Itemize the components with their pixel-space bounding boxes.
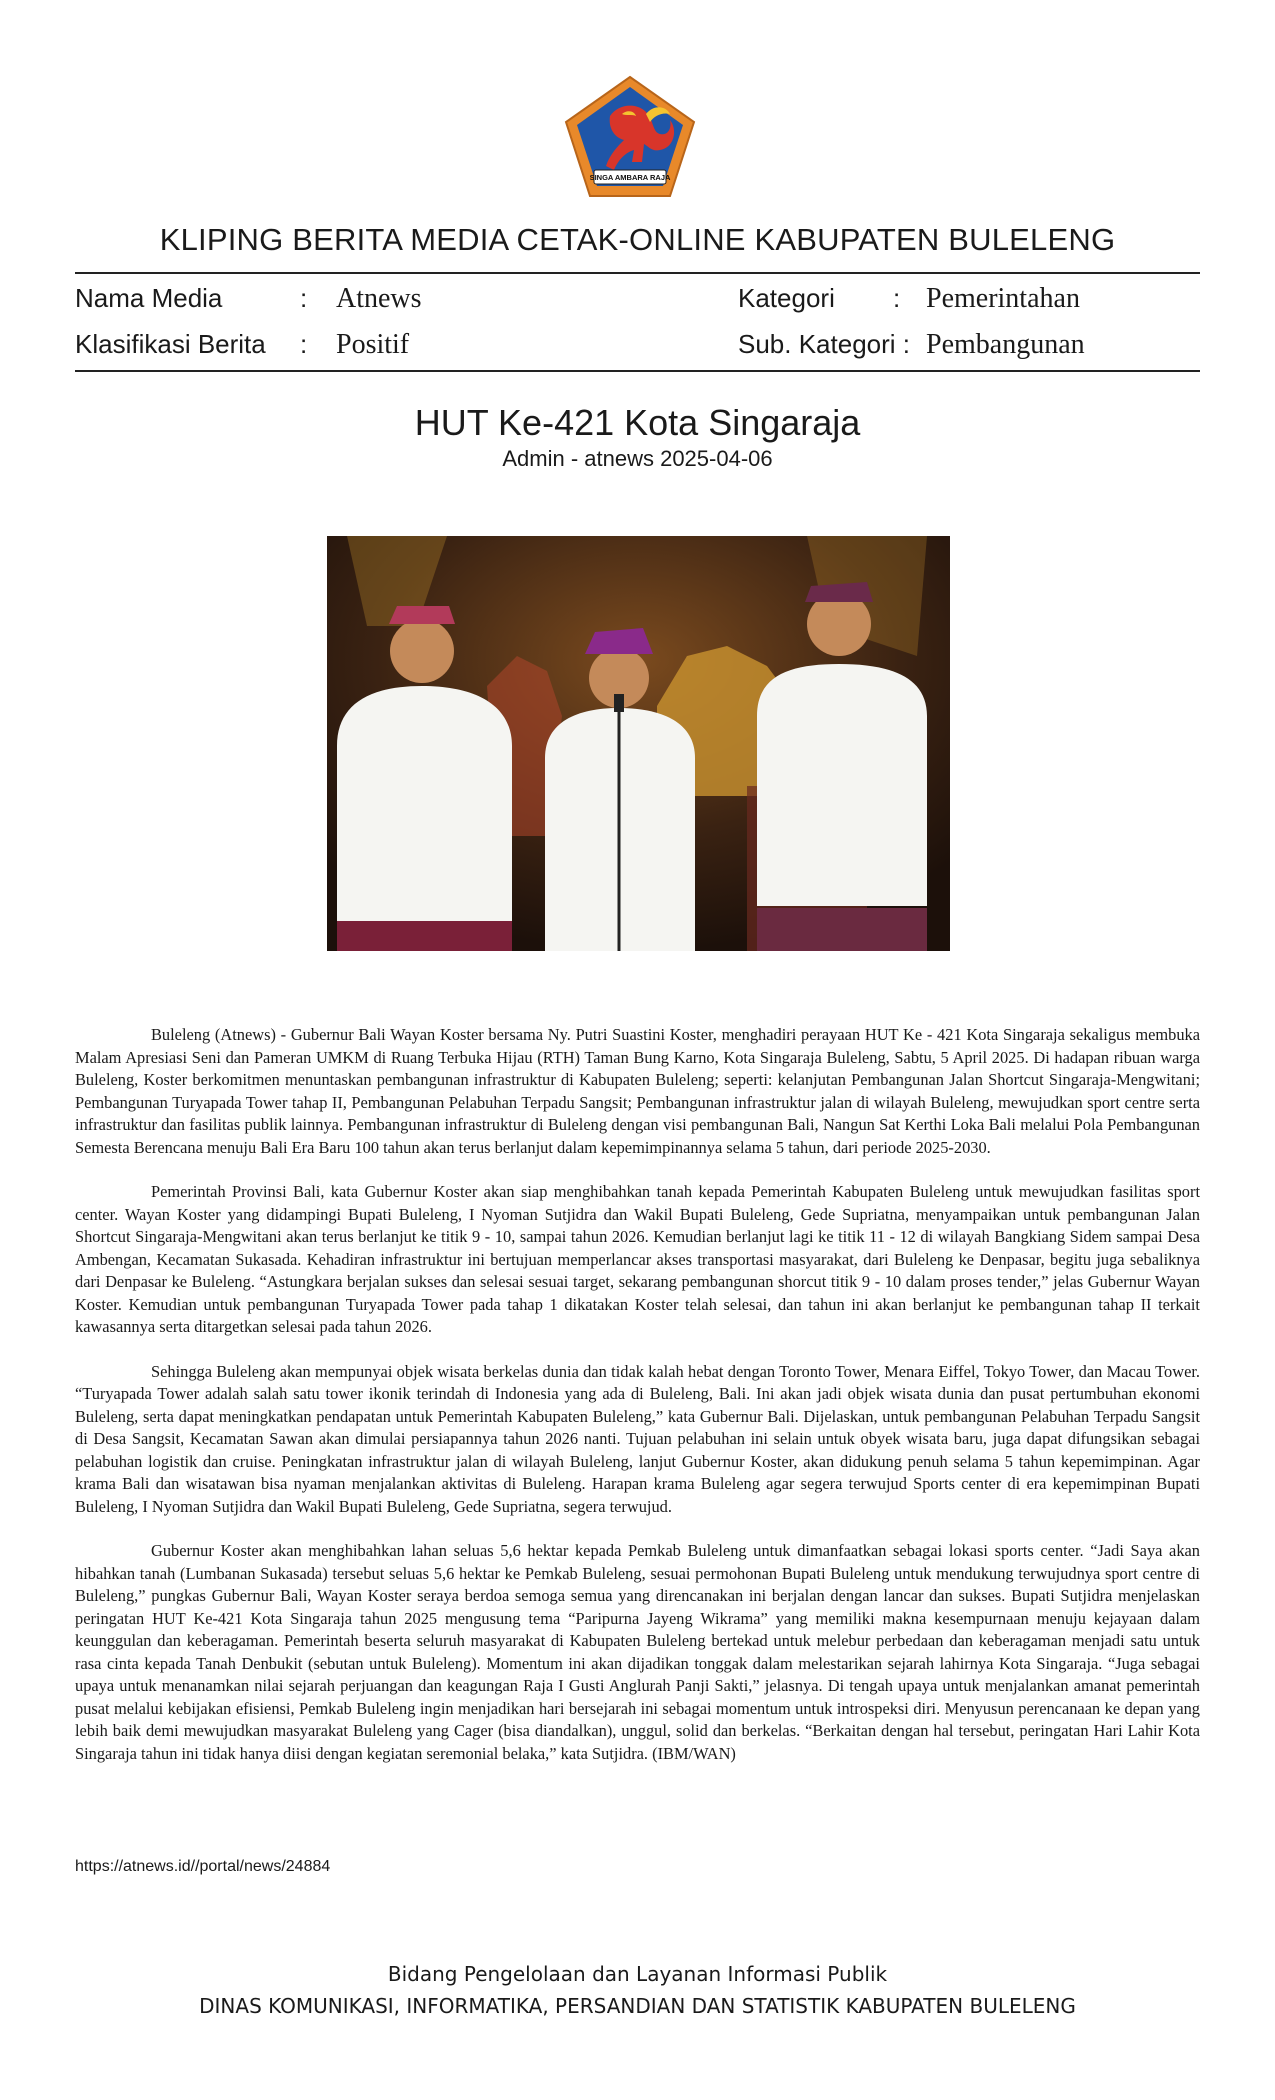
article-title: HUT Ke-421 Kota Singaraja — [414, 402, 861, 443]
page-header-title: KLIPING BERITA MEDIA CETAK-ONLINE KABUPATEN BULELENG — [159, 222, 1116, 257]
article-paragraph-1: Buleleng (Atnews) - Gubernur Bali Wayan Koster bersama Ny. Putri Suastini Koster, menghadiri perayaan HUT Ke - 421 Kota Singaraja sekaligus membuka Malam Apresiasi Seni dan Pameran UMKM di Ruang Terbuka Hijau (RTH) Taman Bung Karno, Kota Singaraja Buleleng, Sabtu, 5 April 2025. Di hadapan ribuan warga Buleleng, Koster berkomitmen menuntaskan pembangunan infrastruktur di Kabupaten Buleleng; seperti: kelanjutan Pembangunan Jalan Shortcut Singaraja-Mengwitani; Pembangunan Turyapada Tower tahap II, Pembangunan Pelabuhan Terpadu Sangsit; Pembangunan infrastruktur jalan di wilayah Buleleng, mewujudkan sport centre serta infrastruktur dan fasilitas publik lainnya. Pembangunan infrastruktur di Buleleng dengan visi pembangunan Bali, Nangun Sat Kerthi Loka Bali melalui Pola Pembangunan Semesta Berencana menuju Bali Era Baru 100 tahun akan terus berlanjut dalam kepemimpinannya selama 5 tahun, dari periode 2025-2030. — [75, 1025, 1200, 1157]
category-label: Kategori — [738, 283, 835, 313]
source-url-link[interactable]: https://atnews.id//portal/news/24884 — [75, 1858, 331, 1875]
media-name-label: Nama Media — [75, 283, 223, 313]
classification-label: Klasifikasi Berita — [75, 329, 266, 359]
subcategory-label: Sub. Kategori : — [738, 329, 910, 359]
footer-agency: DINAS KOMUNIKASI, INFORMATIKA, PERSANDIAN DAN STATISTIK KABUPATEN BULELENG — [199, 1994, 1076, 2018]
article-paragraph-3: Sehingga Buleleng akan mempunyai objek wisata berkelas dunia dan tidak kalah hebat dengan Toronto Tower, Menara Eiffel, Tokyo Tower, dan Macau Tower. “Turyapada Tower adalah salah satu tower ikonik terindah di Indonesia yang ada di Buleleng, Bali. Ini akan jadi objek wisata dunia dan pusat pertumbuhan ekonomi Buleleng, serta dapat meningkatkan pendapatan untuk Pemerintah Kabupaten Buleleng,” kata Gubernur Bali. Dijelaskan, untuk pembangunan Pelabuhan Terpadu Sangsit di Desa Sangsit, Kecamatan Sawan akan dimulai persiapannya tahun 2026 nanti. Tujuan pelabuhan ini selain untuk obyek wisata baru, juga dapat difungsikan sebagai pelabuhan logistik dan cruise. Peningkatan infrastruktur jalan di wilayah Buleleng, lanjut Gubernur Koster, akan didukung penuh selama 5 tahun kepemimpinan. Agar krama Bali dan wisatawan bisa nyaman menjalankan aktivitas di Buleleng. Harapan krama Buleleng agar segera terwujud Sports center di era kepemimpinan Bupati Buleleng, I Nyoman Sutjidra dan Wakil Bupati Buleleng, Gede Supriatna, segera terwujud. — [75, 1361, 1200, 1516]
footer-department: Bidang Pengelolaan dan Layanan Informasi Publik — [387, 1962, 888, 1986]
category-value: Pemerintahan — [926, 283, 1080, 314]
logo-caption: SINGA AMBARA RAJA — [589, 173, 671, 182]
buleleng-regency-logo — [562, 74, 698, 200]
article-paragraph-4: Gubernur Koster akan menghibahkan lahan seluas 5,6 hektar kepada Pemkab Buleleng untuk dimanfaatkan sebagai lokasi sports center. “Jadi Saya akan hibahkan tanah (Lumbanan Sukasada) tersebut seluas 5,6 hektar ke Pemkab Buleleng, sesuai permohonan Bupati Buleleng untuk mendukung terwujudnya sport centre di Buleleng,” pungkas Gubernur Bali, Wayan Koster seraya berdoa semoga semua yang direncanakan ini berjalan dengan lancar dan sukses. Bupati Sutjidra menjelaskan peringatan HUT Ke-421 Kota Singaraja tahun 2025 mengusung tema “Paripurna Jayeng Wikrama” yang memiliki makna kesempurnaan menuju kejayaan dalam keunggulan dan keberagaman. Pemerintah beserta seluruh masyarakat di Kabupaten Buleleng bertekad untuk melebur perbedaan dan keberagaman menjadi satu untuk rasa cinta kepada Tanah Denbukit (sebutan untuk Buleleng). Momentum ini akan dijadikan tonggak dalam melestarikan sejarah lahirnya Kota Singaraja. “Juga sebagai upaya untuk menanamkan nilai sejarah perjuangan dan keagungan Raja I Gusti Anglurah Panji Sakti,” jelasnya. Di tengah upaya untuk menjalankan amanat pemerintah pusat melalui kebijakan efisiensi, Pemkab Buleleng ingin menjadikan hari bersejarah ini sebagai momentum untuk introspeksi diri. Menyusun perencanaan ke depan yang lebih baik demi mewujudkan masyarakat Buleleng yang Cager (bisa diandalkan), unggul, solid dan berkelas. “Berkaitan dengan hal tersebut, peringatan Hari Lahir Kota Singaraja tahun ini tidak hanya diisi dengan kegiatan seremonial belaka,” kata Sutjidra. (IBM/WAN) — [75, 1541, 1200, 1763]
media-name-colon: : — [300, 283, 308, 313]
header-rule-bottom — [75, 370, 1200, 372]
article-photo — [327, 536, 950, 951]
classification-colon: : — [300, 329, 308, 359]
article-paragraph-2: Pemerintah Provinsi Bali, kata Gubernur Koster akan siap menghibahkan tanah kepada Pemerintah Kabupaten Buleleng untuk mewujudkan fasilitas sport center. Wayan Koster yang didampingi Bupati Buleleng, I Nyoman Sutjidra dan Wakil Bupati Buleleng, Gede Supriatna, menyampaikan untuk pembangunan Jalan Shortcut Singaraja-Mengwitani akan terus berlanjut ke titik 9 - 10, sampai tahun 2026. Kemudian berlanjut lagi ke titik 11 - 12 di wilayah Bangkiang Sidem sampai Desa Ambengan, Kecamatan Sukasada. Kehadiran infrastruktur ini bertujuan memperlancar akses transportasi masyarakat, dari Buleleng ke Denpasar, begitu juga sebaliknya dari Denpasar ke Buleleng. “Astungkara berjalan sukses dan selesai sesuai target, sekarang pembangunan shorcut titik 9 - 10 dalam proses tender,” jelas Gubernur Wayan Koster. Kemudian untuk pembangunan Turyapada Tower pada tahap 1 dikatakan Koster telah selesai, dan tahun ini akan berlanjut ke pembangunan tahap II terkait kawasannya serta ditargetkan selesai pada tahun 2026. — [75, 1182, 1200, 1336]
media-name-value: Atnews — [336, 283, 422, 314]
article-body — [75, 1024, 1200, 1787]
classification-value: Positif — [336, 329, 410, 360]
subcategory-value: Pembangunan — [926, 329, 1085, 360]
header-rule-top — [75, 272, 1200, 274]
article-byline: Admin - atnews 2025-04-06 — [502, 446, 773, 471]
category-colon: : — [893, 283, 901, 313]
